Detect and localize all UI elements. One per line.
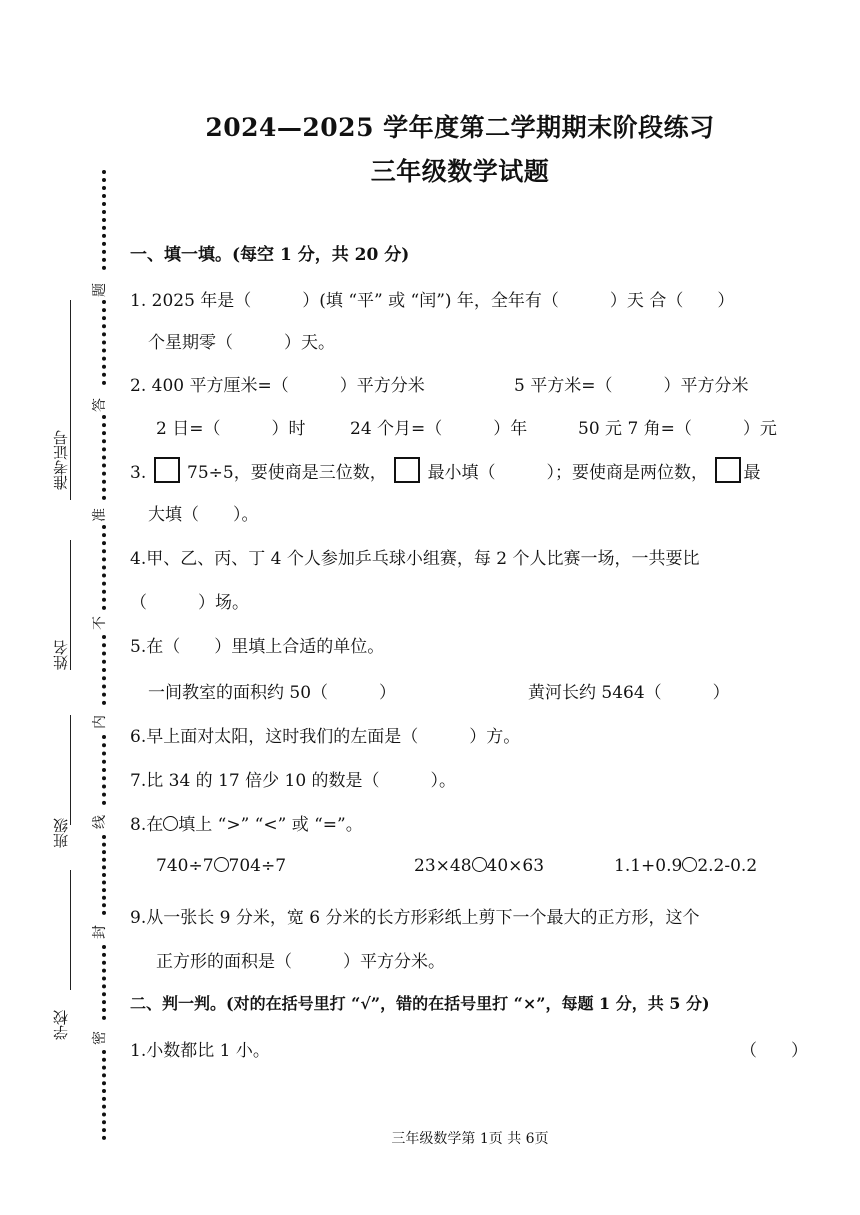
seal-char: 内: [92, 715, 108, 729]
question-3-line-2: 大填（ ）。: [148, 505, 259, 525]
sidebar-underline: [70, 715, 71, 825]
seal-char: 题: [92, 283, 108, 297]
expr-right: 2.2-0.2: [697, 856, 758, 876]
exam-number-label: 准考证号: [52, 430, 70, 490]
compare-circle: [214, 857, 229, 872]
seal-char: 封: [92, 925, 108, 939]
question-2-item-c: 2 日=（ ）时: [156, 419, 306, 439]
name-label: 姓名: [52, 640, 70, 670]
seal-dotted-line: [102, 525, 106, 610]
question-7: 7.比 34 的 17 倍少 10 的数是（ ）。: [130, 771, 457, 791]
blank-box: [154, 457, 180, 483]
expr-right: 40×63: [486, 856, 545, 876]
question-9-line-2: 正方形的面积是（ ）平方分米。: [156, 952, 445, 972]
judge-question-1: 1.小数都比 1 小。: [130, 1041, 270, 1061]
question-8-item-c: [614, 856, 757, 876]
question-8-item-b: [414, 856, 544, 876]
seal-char: 线: [92, 815, 108, 829]
question-8-text-a: 8.在: [130, 815, 164, 835]
seal-dotted-line: [102, 300, 106, 385]
blank-box: [715, 457, 741, 483]
seal-dotted-line: [102, 835, 106, 915]
expr-left: 740÷7: [156, 856, 214, 876]
page-footer: 三年级数学第 1页 共 6页: [391, 1131, 549, 1147]
question-8-item-a: [156, 856, 286, 876]
blank-box: [394, 457, 420, 483]
question-4-line-1: 4.甲、乙、丙、丁 4 个人参加乒乓球小组赛，每 2 个人比赛一场，一共要比: [130, 549, 700, 569]
question-6: 6.早上面对太阳，这时我们的左面是（ ）方。: [130, 727, 521, 747]
seal-dotted-line: [102, 635, 106, 705]
question-2-item-d: 24 个月=（ ）年: [350, 419, 528, 439]
question-8-text-b: 填上 “>” “<” 或 “=”。: [178, 815, 363, 835]
question-4-line-2: （ ）场。: [130, 593, 249, 613]
seal-char: 答: [92, 398, 108, 412]
school-label: 学校: [52, 1010, 70, 1040]
expr-right: 704÷7: [228, 856, 287, 876]
seal-dotted-line: [102, 945, 106, 1020]
question-1-line-2: 个星期零（ ）天。: [148, 333, 335, 353]
question-3-text-c: 最: [743, 463, 761, 483]
page-title: 2024—2025 学年度第二学期期末阶段练习: [205, 113, 715, 142]
question-2-item-a: 2. 400 平方厘米=（ ）平方分米: [130, 376, 425, 396]
seal-char: 不: [92, 616, 108, 630]
compare-circle: [682, 857, 697, 872]
seal-dotted-line: [102, 735, 106, 805]
expr-left: 1.1+0.9: [614, 856, 683, 876]
question-3-line-1: [130, 457, 760, 483]
question-5-line-1: 5.在（ ）里填上合适的单位。: [130, 637, 385, 657]
seal-char: 准: [92, 508, 108, 522]
class-label: 班级: [52, 818, 70, 848]
question-3-text-b: 最小填（ ）；要使商是两位数，: [427, 463, 709, 483]
compare-circle: [472, 857, 487, 872]
compare-circle: [163, 816, 178, 831]
expr-left: 23×48: [414, 856, 472, 876]
question-2-item-b: 5 平方米=（ ）平方分米: [514, 376, 749, 396]
question-5-item-a: 一间教室的面积约 50（ ）: [148, 683, 397, 703]
question-3-text-a: 75÷5，要使商是三位数，: [187, 463, 387, 483]
question-2-item-e: 50 元 7 角=（ ）元: [578, 419, 777, 439]
seal-dotted-line: [102, 1050, 106, 1140]
section-heading-judge: 二、判一判。(对的在括号里打 “√”，错的在括号里打 “×”，每题 1 分，共 5 分): [130, 994, 710, 1013]
question-1-line-1: 1. 2025 年是（ ）(填 “平” 或 “闰”) 年，全年有（ ）天 合（ ）: [130, 291, 735, 311]
question-3-number: 3.: [130, 463, 147, 483]
question-9-line-1: 9.从一张长 9 分米，宽 6 分米的长方形彩纸上剪下一个最大的正方形，这个: [130, 908, 700, 928]
seal-char: 密: [92, 1031, 108, 1045]
sidebar-underline: [70, 870, 71, 990]
question-8-line-1: [130, 810, 363, 835]
page-subtitle: 三年级数学试题: [370, 157, 550, 186]
judge-answer-paren: （ ）: [740, 1041, 808, 1061]
section-heading-fill: 一、填一填。(每空 1 分，共 20 分): [130, 245, 410, 265]
question-5-item-b: 黄河长约 5464（ ）: [528, 683, 730, 703]
seal-dotted-line: [102, 415, 106, 500]
